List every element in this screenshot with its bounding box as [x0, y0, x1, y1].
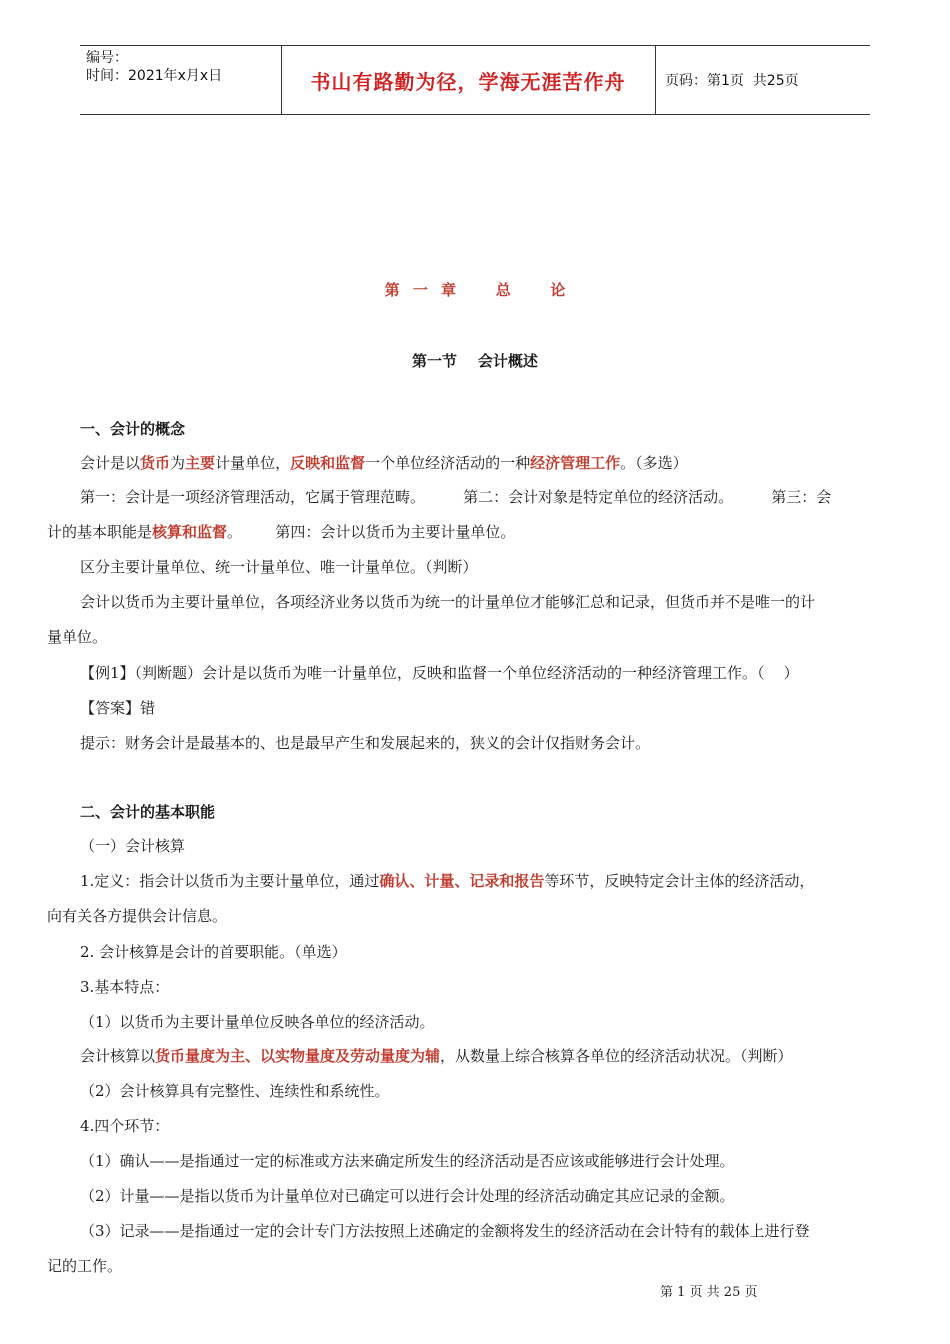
paragraph-units: 区分主要计量单位、统一计量单位、唯一计量单位。（判断）: [80, 558, 478, 576]
paragraph-currency-cont: 量单位。: [47, 628, 108, 646]
highlight: 货币量度为主、以实物量度及劳动量度为辅: [155, 1047, 441, 1065]
header-number: 编号：: [86, 50, 128, 66]
paragraph-points-cont: [47, 522, 515, 542]
text: 会计是以: [80, 454, 141, 472]
page-footer: 第 1 页 共 25 页: [660, 1285, 758, 1300]
text: 。 第四：会计以货币为主要计量单位。: [227, 523, 516, 541]
paragraph-points: 第一：会计是一项经济管理活动，它属于管理范畴。 第二：会计对象是特定单位的经济活动。 第三：会: [80, 488, 832, 506]
subheading-accounting: （一）会计核算: [80, 837, 186, 855]
text: 等环节，反映特定会计主体的经济活动，: [544, 872, 815, 890]
highlight: 核算和监督: [152, 523, 228, 541]
highlight: 反映和监督: [290, 454, 366, 472]
example-1: 【例1】（判断题）会计是以货币为唯一计量单位，反映和监督一个单位经济活动的一种经济管理工作。（ ）: [80, 664, 799, 682]
feature-1: （1）以货币为主要计量单位反映各单位的经济活动。: [80, 1013, 435, 1031]
hint: 提示：财务会计是最基本的、也是最早产生和发展起来的，狭义的会计仅指财务会计。: [80, 734, 651, 752]
answer: 【答案】错: [80, 699, 156, 717]
section-title: 第一节 会计概述: [412, 352, 538, 370]
paragraph-definition: [80, 453, 688, 473]
text: ，从数量上综合核算各单位的经济活动状况。（判断）: [440, 1047, 793, 1065]
step-3-cont: 记的工作。: [47, 1257, 123, 1275]
highlight: 经济管理工作: [530, 454, 621, 472]
paragraph-currency: 会计以货币为主要计量单位，各项经济业务以货币为统一的计量单位才能够汇总和记录，但货币并不是唯一的计: [80, 593, 816, 611]
text: 计量单位，: [215, 454, 291, 472]
text: 计的基本职能是: [47, 523, 153, 541]
header-meta: [86, 49, 222, 85]
text: 为: [170, 454, 186, 472]
header-time: 时间：2021年x月x日: [86, 68, 223, 84]
highlight: 货币: [140, 454, 171, 472]
paragraph-definition-2: [80, 871, 814, 891]
highlight: 主要: [185, 454, 216, 472]
header-motto: 书山有路勤为径，学海无涯苦作舟: [310, 69, 626, 94]
paragraph-definition-2-cont: 向有关各方提供会计信息。: [47, 907, 228, 925]
paragraph-four-steps: 4.四个环节：: [80, 1117, 170, 1135]
text: 。（多选）: [620, 454, 688, 472]
chapter-title: 第 一 章 总 论: [384, 281, 566, 299]
step-3: （3）记录——是指通过一定的会计专门方法按照上述确定的金额将发生的经济活动在会计特有的载体上进行登: [80, 1222, 810, 1240]
paragraph-primary-function: 2. 会计核算是会计的首要职能。（单选）: [80, 943, 347, 961]
feature-1-detail: [80, 1046, 793, 1066]
heading-concept: 一、会计的概念: [80, 420, 186, 438]
text: 一个单位经济活动的一种: [365, 454, 531, 472]
heading-functions: 二、会计的基本职能: [80, 803, 216, 821]
header-divider: [655, 46, 656, 114]
step-1: （1）确认——是指通过一定的标准或方法来确定所发生的经济活动是否应该或能够进行会计处理。: [80, 1152, 735, 1170]
header-page-number: 页码：第1页 共25页: [665, 73, 799, 89]
text: 会计核算以: [80, 1047, 156, 1065]
feature-2: （2）会计核算具有完整性、连续性和系统性。: [80, 1082, 390, 1100]
step-2: （2）计量——是指以货币为计量单位对已确定可以进行会计处理的经济活动确定其应记录的金额。: [80, 1187, 735, 1205]
text: 1.定义：指会计以货币为主要计量单位，通过: [80, 872, 380, 890]
highlight: 确认、计量、记录和报告: [379, 872, 545, 890]
page-header: [80, 45, 870, 115]
paragraph-features: 3.基本特点：: [80, 978, 170, 996]
